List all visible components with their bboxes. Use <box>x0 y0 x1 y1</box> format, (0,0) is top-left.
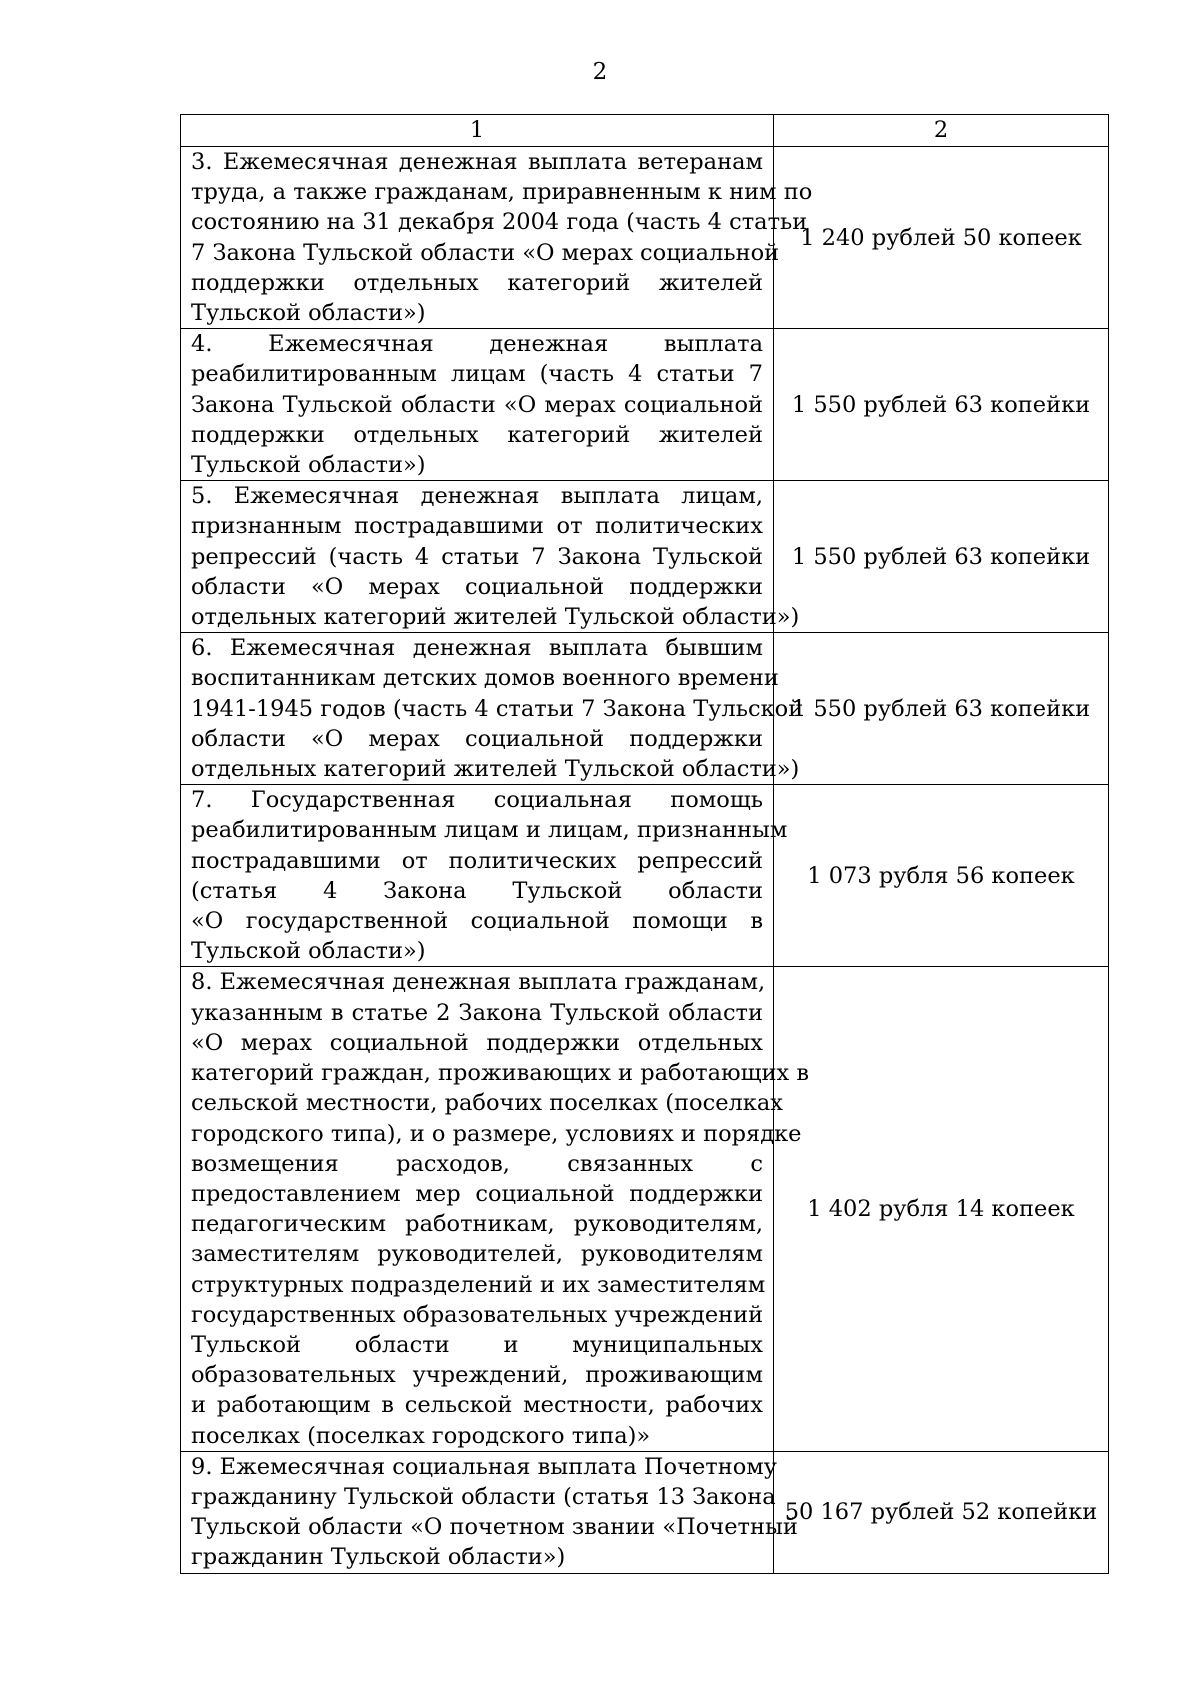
description-line: гражданин Тульской области») <box>191 1544 566 1571</box>
description-line: области «О мерах социальной поддержки <box>191 573 763 600</box>
description-line: педагогическим работникам, руководителям, <box>191 1211 763 1238</box>
description-line: поддержки отдельных категорий жителей <box>191 269 763 296</box>
description-line: пострадавшими от политических репрессий <box>191 847 763 874</box>
description-line: труда, а также гражданам, приравненным к ним по <box>191 179 813 206</box>
payment-amount-cell: 1 550 рублей 63 копейки <box>774 481 1109 633</box>
table-row <box>181 329 1109 481</box>
description-line: Тульской области «О почетном звании «Почетный <box>191 1514 798 1541</box>
payment-amount-cell: 1 550 рублей 63 копейки <box>774 633 1109 785</box>
description-line: возмещения расходов, связанных с <box>191 1150 763 1177</box>
payment-description-cell <box>181 147 813 329</box>
payment-description-cell <box>181 481 800 633</box>
description-line: Тульской области») <box>191 452 426 479</box>
column-header-2: 2 <box>774 115 1109 147</box>
table-row <box>181 147 1109 329</box>
description-line: реабилитированным лицам (часть 4 статьи 7 <box>191 361 763 388</box>
description-line: и работающим в сельской местности, рабочих <box>191 1392 763 1419</box>
payment-amount-cell: 1 402 рубля 14 копеек <box>774 967 1109 1451</box>
description-line: отдельных категорий жителей Тульской области») <box>191 756 800 783</box>
description-line: категорий граждан, проживающих и работающих в <box>191 1060 809 1087</box>
description-line: 7. Государственная социальная помощь <box>191 787 763 814</box>
description-line: области «О мерах социальной поддержки <box>191 725 763 752</box>
description-line: сельской местности, рабочих поселках (поселках <box>191 1090 783 1117</box>
description-line: государственных образовательных учреждений <box>191 1301 764 1328</box>
table-row <box>181 481 1109 633</box>
table-row <box>181 785 1109 967</box>
description-line: 8. Ежемесячная денежная выплата гражданам, <box>191 969 766 996</box>
description-line: признанным пострадавшими от политических <box>191 513 763 540</box>
table-row <box>181 1451 1109 1573</box>
description-line: Тульской области») <box>191 300 426 327</box>
payments-table <box>180 114 1109 1574</box>
payment-description-cell <box>181 329 774 481</box>
payment-description-cell <box>181 633 804 785</box>
description-line: «О мерах социальной поддержки отдельных <box>191 1029 763 1056</box>
description-line: 1941-1945 годов (часть 4 статьи 7 Закона Тульской <box>191 695 804 722</box>
description-line: заместителям руководителей, руководителям <box>191 1241 763 1268</box>
description-line: 9. Ежемесячная социальная выплата Почетному <box>191 1453 778 1480</box>
description-line: поселках (поселках городского типа)» <box>191 1422 651 1449</box>
payment-description-cell <box>181 967 809 1451</box>
table-row <box>181 633 1109 785</box>
description-line: указанным в статье 2 Закона Тульской области <box>191 999 763 1026</box>
payment-description-cell <box>181 1451 798 1573</box>
description-line: «О государственной социальной помощи в <box>191 908 763 935</box>
payment-description-cell <box>181 785 788 967</box>
payment-amount-cell: 1 550 рублей 63 копейки <box>774 329 1109 481</box>
description-line: поддержки отдельных категорий жителей <box>191 421 763 448</box>
page-number: 2 <box>592 59 608 85</box>
description-line: Тульской области») <box>191 938 426 965</box>
description-line: Тульской области и муниципальных <box>191 1331 763 1358</box>
description-line: 3. Ежемесячная денежная выплата ветеранам <box>191 149 763 175</box>
description-line: (статья 4 Закона Тульской области <box>191 877 763 904</box>
description-line: 6. Ежемесячная денежная выплата бывшим <box>191 635 763 662</box>
payments-table-body <box>181 115 1109 1574</box>
payment-amount-cell: 1 073 рубля 56 копеек <box>774 785 1109 967</box>
payment-amount-cell: 1 240 рублей 50 копеек <box>774 147 1109 329</box>
description-line: отдельных категорий жителей Тульской области») <box>191 604 800 631</box>
description-line: репрессий (часть 4 статьи 7 Закона Тульской <box>191 543 763 570</box>
description-line: состоянию на 31 декабря 2004 года (часть 4 статьи <box>191 209 808 236</box>
table-header-row <box>181 115 1109 147</box>
description-line: 4. Ежемесячная денежная выплата <box>191 331 763 358</box>
payment-amount-cell: 50 167 рублей 52 копейки <box>774 1451 1109 1573</box>
description-line: структурных подразделений и их заместителям <box>191 1271 766 1298</box>
description-line: предоставлением мер социальной поддержки <box>191 1180 763 1207</box>
description-line: гражданину Тульской области (статья 13 Закона <box>191 1483 776 1510</box>
description-line: образовательных учреждений, проживающим <box>191 1362 763 1389</box>
description-line: Закона Тульской области «О мерах социальной <box>191 391 763 418</box>
description-line: реабилитированным лицам и лицам, признанным <box>191 817 788 844</box>
description-line: 5. Ежемесячная денежная выплата лицам, <box>191 483 763 510</box>
description-line: городского типа), и о размере, условиях и порядке <box>191 1120 802 1147</box>
table-row <box>181 967 1109 1451</box>
description-line: 7 Закона Тульской области «О мерах социальной <box>191 239 780 266</box>
description-line: воспитанникам детских домов военного времени <box>191 665 779 692</box>
column-header-1: 1 <box>181 115 774 147</box>
